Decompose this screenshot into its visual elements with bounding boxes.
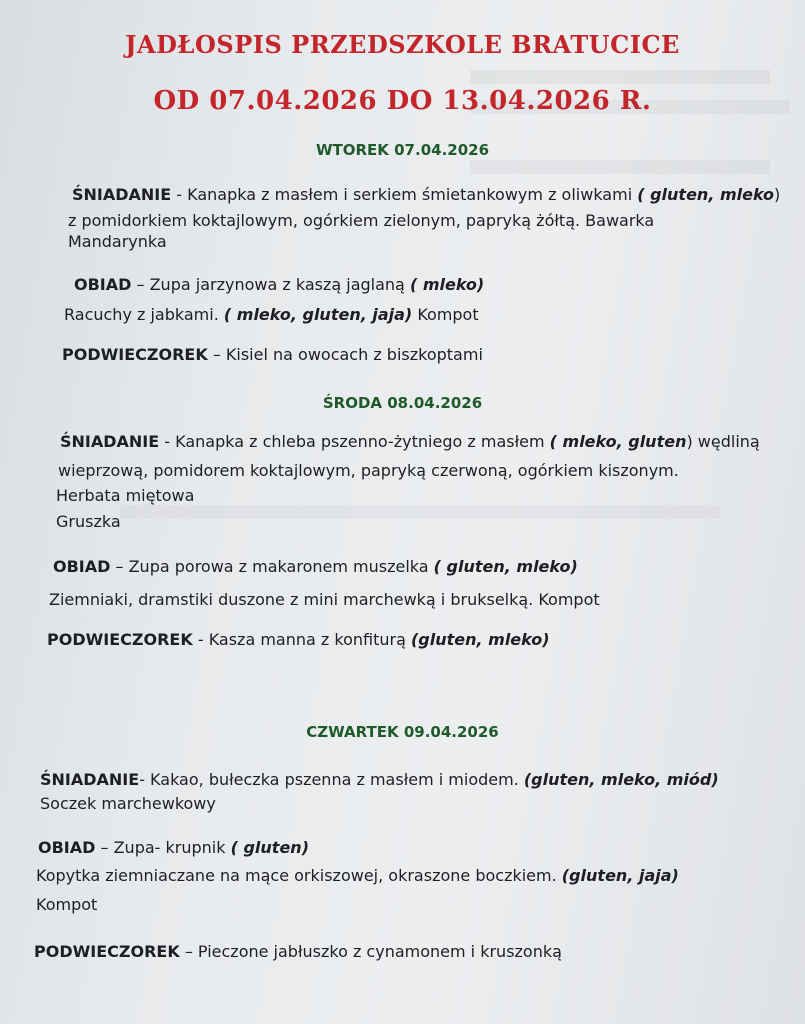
breakfast-line-1: [60, 432, 760, 452]
drink-text: Kompot: [412, 305, 479, 324]
breakfast-line-2: z pomidorkiem koktajlowym, ogórkiem zielonym, papryką żółtą. Bawarka: [68, 211, 655, 230]
separator: –: [110, 557, 129, 576]
snack-label: PODWIECZOREK: [62, 345, 208, 364]
breakfast-line-1: [72, 185, 780, 205]
allergens: ( gluten, mleko: [637, 185, 775, 204]
separator: –: [131, 275, 150, 294]
lunch-text: Zupa jarzynowa z kaszą jaglaną: [149, 275, 410, 294]
breakfast-label: ŚNIADANIE: [40, 770, 140, 789]
separator: –: [207, 345, 226, 364]
breakfast-line-3: Herbata miętowa: [56, 486, 195, 505]
lunch-line-3: Kompot: [36, 895, 98, 914]
show-through-texture: [470, 70, 770, 84]
show-through-texture: [120, 505, 720, 519]
lunch-label: OBIAD: [53, 557, 111, 576]
breakfast-text: Kanapka z chleba pszenno-żytniego z masłem: [175, 432, 550, 451]
lunch-label: OBIAD: [38, 838, 96, 857]
lunch-line-2: [64, 305, 479, 325]
allergens: ( mleko): [409, 275, 485, 294]
lunch-text: Racuchy z jabkami.: [64, 305, 224, 324]
allergens: (gluten, mleko, miód): [523, 770, 719, 789]
day-heading-wednesday: ŚRODA 08.04.2026: [322, 394, 483, 412]
day-heading-thursday: CZWARTEK 09.04.2026: [306, 723, 499, 741]
separator: –: [179, 942, 198, 961]
breakfast-text: wędliną: [692, 432, 760, 451]
snack-text: Kasza manna z konfiturą: [208, 630, 411, 649]
allergens: ( gluten): [230, 838, 310, 857]
allergens: (gluten, mleko): [410, 630, 550, 649]
allergens: (gluten, jaja): [561, 866, 679, 885]
breakfast-line-4: Gruszka: [56, 512, 121, 531]
lunch-text: Kopytka ziemniaczane na mące orkiszowej, okraszone boczkiem.: [36, 866, 562, 885]
lunch-line-1: [53, 557, 578, 577]
snack-line: [62, 345, 483, 365]
separator: -: [192, 630, 209, 649]
snack-text: Pieczone jabłuszko z cynamonem i kruszonką: [197, 942, 562, 961]
snack-line: [34, 942, 562, 962]
menu-date-range: OD 07.04.2026 DO 13.04.2026 R.: [153, 86, 652, 116]
lunch-line-2: [36, 866, 679, 886]
breakfast-text: Kanapka z masłem i serkiem śmietankowym z oliwkami: [187, 185, 638, 204]
snack-line: [47, 630, 550, 650]
breakfast-line-3: Mandarynka: [68, 232, 167, 251]
separator: –: [95, 838, 114, 857]
allergens-close: ): [686, 432, 693, 451]
separator: -: [171, 185, 188, 204]
menu-title: JADŁOSPIS PRZEDSZKOLE BRATUCICE: [125, 30, 680, 59]
breakfast-line-2: wieprzową, pomidorem koktajlowym, papryką czerwoną, ogórkiem kiszonym.: [58, 461, 679, 480]
breakfast-label: ŚNIADANIE: [60, 432, 160, 451]
lunch-line-2: Ziemniaki, dramstiki duszone z mini marchewką i brukselką. Kompot: [49, 590, 600, 609]
breakfast-text: Kakao, bułeczka pszenna z masłem i miodem.: [150, 770, 524, 789]
snack-label: PODWIECZOREK: [47, 630, 193, 649]
snack-label: PODWIECZOREK: [34, 942, 180, 961]
snack-text: Kisiel na owocach z biszkoptami: [225, 345, 483, 364]
allergens-close: ): [774, 185, 781, 204]
lunch-line-1: [74, 275, 484, 295]
separator: -: [139, 770, 151, 789]
breakfast-label: ŚNIADANIE: [72, 185, 172, 204]
allergens: ( mleko, gluten: [549, 432, 687, 451]
lunch-text: Zupa porowa z makaronem muszelka: [128, 557, 434, 576]
separator: -: [159, 432, 176, 451]
lunch-line-1: [38, 838, 309, 858]
allergens: ( gluten, mleko): [433, 557, 578, 576]
breakfast-line-1: [40, 770, 719, 790]
allergens: ( mleko, gluten, jaja): [223, 305, 413, 324]
show-through-texture: [470, 160, 770, 174]
lunch-text: Zupa- krupnik: [113, 838, 231, 857]
lunch-label: OBIAD: [74, 275, 132, 294]
day-heading-tuesday: WTOREK 07.04.2026: [315, 141, 490, 159]
breakfast-line-2: Soczek marchewkowy: [40, 794, 216, 813]
